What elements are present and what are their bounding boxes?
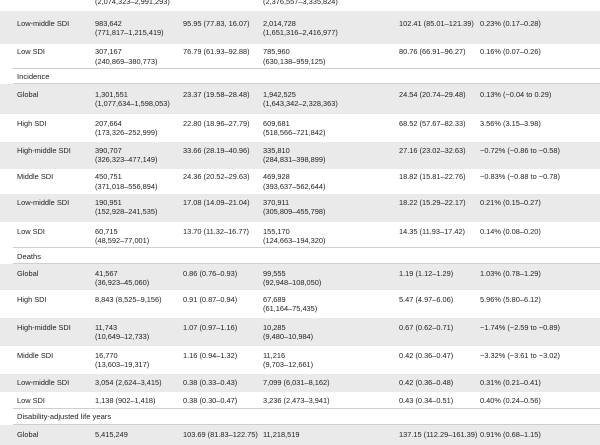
cell-rate-1990: 0.38 (0.30–0.47) bbox=[183, 396, 238, 405]
table-row bbox=[0, 142, 600, 169]
cell-count-2021-ui: (305,809–455,798) bbox=[263, 207, 326, 216]
cell-rate-2021: 68.52 (57.67–82.33) bbox=[399, 119, 466, 128]
cell-eapc: 0.21% (0.15–0.27) bbox=[480, 198, 541, 207]
cell-count-1990: 983,642 bbox=[95, 19, 122, 28]
cell-rate-1990: 0.91 (0.87–0.94) bbox=[183, 295, 238, 304]
row-label: High-middle SDI bbox=[17, 323, 71, 332]
cell-count-1990-ui: (152,928–241,535) bbox=[95, 207, 158, 216]
cell-count-1990: 8,843 (8,525–9,156) bbox=[95, 295, 162, 304]
cell-eapc: −0.72% (−0.86 to −0.58) bbox=[480, 146, 560, 155]
cell-count-2021-ui: (630,138–959,125) bbox=[263, 57, 326, 66]
cell-eapc: 0.40% (0.24–0.56) bbox=[480, 396, 541, 405]
cell-count-2021-ui: (2,376,557–3,335,824) bbox=[263, 0, 338, 6]
cell-count-2021: 11,218,519 bbox=[263, 430, 300, 439]
cell-rate-2021: 0.42 (0.36–0.47) bbox=[399, 351, 454, 360]
row-label: Low-middle SDI bbox=[17, 198, 70, 207]
cell-rate-2021: 24.54 (20.74–29.48) bbox=[399, 90, 466, 99]
cell-count-2021: 7,099 (6,031–8,162) bbox=[263, 378, 330, 387]
cell-count-1990: 11,743 bbox=[95, 323, 118, 332]
cell-count-2021: 99,555 bbox=[263, 269, 286, 278]
cell-rate-2021: 27.16 (23.02–32.63) bbox=[399, 146, 466, 155]
cell-count-2021-ui: (124,663–194,320) bbox=[263, 236, 326, 245]
cell-rate-1990: 1.07 (0.97–1.16) bbox=[183, 323, 238, 332]
cell-rate-1990: 33.66 (28.19–40.96) bbox=[183, 146, 250, 155]
cell-eapc: −3.32% (−3.61 to −3.02) bbox=[480, 351, 560, 360]
cell-rate-1990: 17.08 (14.09–21.04) bbox=[183, 198, 250, 207]
row-label: High SDI bbox=[17, 119, 47, 128]
table-row bbox=[0, 44, 600, 68]
cell-rate-2021: 1.19 (1.12–1.29) bbox=[399, 269, 454, 278]
cell-count-1990: 450,751 bbox=[95, 172, 122, 181]
cell-count-1990-ui: (173,326–252,999) bbox=[95, 128, 158, 137]
cell-count-1990-ui: (326,323–477,149) bbox=[95, 155, 158, 164]
row-label: Low SDI bbox=[17, 396, 45, 405]
table-row bbox=[0, 318, 600, 346]
table-row bbox=[0, 264, 600, 290]
cell-count-1990: 307,167 bbox=[95, 47, 122, 56]
cell-rate-1990: 0.86 (0.76–0.93) bbox=[183, 269, 238, 278]
cell-eapc: 0.13% (−0.04 to 0.29) bbox=[480, 90, 552, 99]
cell-count-1990-ui: (10,649–12,733) bbox=[95, 332, 150, 341]
cell-eapc: 5.96% (5.80–6.12) bbox=[480, 295, 541, 304]
cell-count-2021-ui: (9,480–10,984) bbox=[263, 332, 314, 341]
cell-rate-1990: 13.70 (11.32–16.77) bbox=[183, 227, 250, 236]
section-title: Disability-adjusted life years bbox=[17, 412, 112, 421]
row-label: Global bbox=[17, 430, 39, 439]
row-label: Middle SDI bbox=[17, 351, 54, 360]
cell-count-1990-ui: (48,592–77,001) bbox=[95, 236, 150, 245]
cell-count-1990: 1,138 (902–1,418) bbox=[95, 396, 156, 405]
cell-rate-2021: 18.22 (15.29–22.17) bbox=[399, 198, 466, 207]
cell-count-2021: 370,911 bbox=[263, 198, 290, 207]
row-label: Global bbox=[17, 269, 39, 278]
cell-eapc: 3.56% (3.15–3.98) bbox=[480, 119, 541, 128]
cell-count-1990-ui: (240,869–380,773) bbox=[95, 57, 158, 66]
cell-rate-1990: 95.95 (77.83, 16.07) bbox=[183, 19, 250, 28]
cell-count-2021: 11,216 bbox=[263, 351, 286, 360]
cell-count-1990-ui: (1,077,634–1,598,053) bbox=[95, 99, 170, 108]
cell-count-1990: 1,301,551 bbox=[95, 90, 128, 99]
cell-count-2021-ui: (393,637–562,644) bbox=[263, 182, 326, 191]
cell-count-2021: 3,236 (2,473–3,941) bbox=[263, 396, 330, 405]
cell-count-2021-ui: (1,643,342–2,328,363) bbox=[263, 99, 338, 108]
row-label: High SDI bbox=[17, 295, 47, 304]
cell-count-2021: 469,928 bbox=[263, 172, 290, 181]
table-row bbox=[0, 84, 600, 114]
cell-count-2021-ui: (1,651,316–2,416,977) bbox=[263, 28, 338, 37]
cell-rate-1990: 1.16 (0.94–1.32) bbox=[183, 351, 238, 360]
cell-eapc: 0.23% (0.17–0.28) bbox=[480, 19, 541, 28]
cell-rate-1990: 24.36 (20.52–29.63) bbox=[183, 172, 250, 181]
table-row bbox=[0, 346, 600, 374]
cell-count-2021: 1,942,525 bbox=[263, 90, 296, 99]
cell-count-1990-ui: (771,817–1,215,419) bbox=[95, 28, 164, 37]
cell-count-2021: 335,810 bbox=[263, 146, 290, 155]
cell-rate-2021: 0.67 (0.62–0.71) bbox=[399, 323, 454, 332]
row-label: Global bbox=[17, 90, 39, 99]
cell-count-1990: 190,951 bbox=[95, 198, 122, 207]
cell-count-2021: 2,014,728 bbox=[263, 19, 296, 28]
section-header-deaths bbox=[0, 248, 600, 263]
row-label: Low SDI bbox=[17, 47, 45, 56]
table-row bbox=[0, 169, 600, 194]
table-row bbox=[0, 11, 600, 44]
cell-rate-1990: 76.79 (61.93–92.88) bbox=[183, 47, 250, 56]
cell-count-2021: 67,689 bbox=[263, 295, 286, 304]
row-label: Low-middle SDI bbox=[17, 378, 70, 387]
cell-count-1990-ui: (371,018–556,894) bbox=[95, 182, 158, 191]
cell-count-1990-ui: (2,074,323–2,991,293) bbox=[95, 0, 170, 6]
table-row bbox=[0, 194, 600, 222]
cell-count-1990: 16,770 bbox=[95, 351, 118, 360]
row-label: Middle SDI bbox=[17, 172, 54, 181]
section-title: Deaths bbox=[17, 252, 42, 261]
cell-count-2021: 785,960 bbox=[263, 47, 290, 56]
cell-eapc: 0.91% (0.68–1.15) bbox=[480, 430, 541, 439]
cell-count-1990-ui: (13,603–19,317) bbox=[95, 360, 150, 369]
section-title: Incidence bbox=[17, 72, 50, 81]
cell-eapc: −1.74% (−2.59 to −0.89) bbox=[480, 323, 560, 332]
row-label: Low SDI bbox=[17, 227, 45, 236]
table-row bbox=[0, 374, 600, 392]
cell-rate-2021: 0.42 (0.36–0.48) bbox=[399, 378, 454, 387]
cell-count-2021-ui: (518,566–721,842) bbox=[263, 128, 326, 137]
cell-count-2021: 155,170 bbox=[263, 227, 290, 236]
cell-rate-1990: 0.38 (0.33–0.43) bbox=[183, 378, 238, 387]
row-label: Low-middle SDI bbox=[17, 19, 70, 28]
table-row bbox=[0, 290, 600, 318]
cell-rate-2021: 5.47 (4.97–6.06) bbox=[399, 295, 454, 304]
cell-eapc: 0.16% (0.07–0.26) bbox=[480, 47, 541, 56]
cell-count-2021-ui: (61,164–75,435) bbox=[263, 304, 318, 313]
cell-eapc: 0.14% (0.08–0.20) bbox=[480, 227, 541, 236]
cell-count-1990: 3,054 (2,624–3,415) bbox=[95, 378, 162, 387]
cell-rate-2021: 137.15 (112.29–161.39) bbox=[399, 430, 478, 439]
cell-count-1990: 41,567 bbox=[95, 269, 118, 278]
cell-rate-2021: 14.35 (11.93–17.42) bbox=[399, 227, 466, 236]
cell-eapc: 0.31% (0.21–0.41) bbox=[480, 378, 541, 387]
section-header-daly bbox=[0, 409, 600, 424]
cell-rate-1990: 23.37 (19.58–28.48) bbox=[183, 90, 250, 99]
cell-count-1990: 60,715 bbox=[95, 227, 118, 236]
table-row bbox=[0, 114, 600, 142]
cell-rate-2021: 0.43 (0.34–0.51) bbox=[399, 396, 454, 405]
section-header-incidence bbox=[0, 69, 600, 83]
table-row bbox=[0, 222, 600, 247]
cell-count-1990: 207,664 bbox=[95, 119, 122, 128]
cell-rate-2021: 80.76 (66.91–96.27) bbox=[399, 47, 466, 56]
cell-count-2021-ui: (284,831–398,899) bbox=[263, 155, 326, 164]
cell-count-1990: 5,415,249 bbox=[95, 430, 128, 439]
table-row bbox=[0, 0, 600, 11]
cell-rate-2021: 102.41 (85.01–121.39) bbox=[399, 19, 474, 28]
row-label: High-middle SDI bbox=[17, 146, 71, 155]
cell-eapc: 1.03% (0.78–1.29) bbox=[480, 269, 541, 278]
table-row bbox=[0, 392, 600, 408]
cell-count-2021: 609,681 bbox=[263, 119, 290, 128]
cell-count-1990-ui: (36,923–45,060) bbox=[95, 278, 150, 287]
cell-rate-1990: 22.80 (18.96–27.79) bbox=[183, 119, 250, 128]
cell-rate-1990: 103.69 (81.83–122.75) bbox=[183, 430, 258, 439]
table-row bbox=[0, 425, 600, 445]
cell-rate-2021: 18.82 (15.81–22.76) bbox=[399, 172, 466, 181]
cell-count-1990: 390,707 bbox=[95, 146, 122, 155]
cell-count-2021-ui: (9,703–12,661) bbox=[263, 360, 314, 369]
cell-count-2021: 10,285 bbox=[263, 323, 286, 332]
cell-eapc: −0.83% (−0.88 to −0.78) bbox=[480, 172, 560, 181]
cell-count-2021-ui: (92,948–108,050) bbox=[263, 278, 322, 287]
